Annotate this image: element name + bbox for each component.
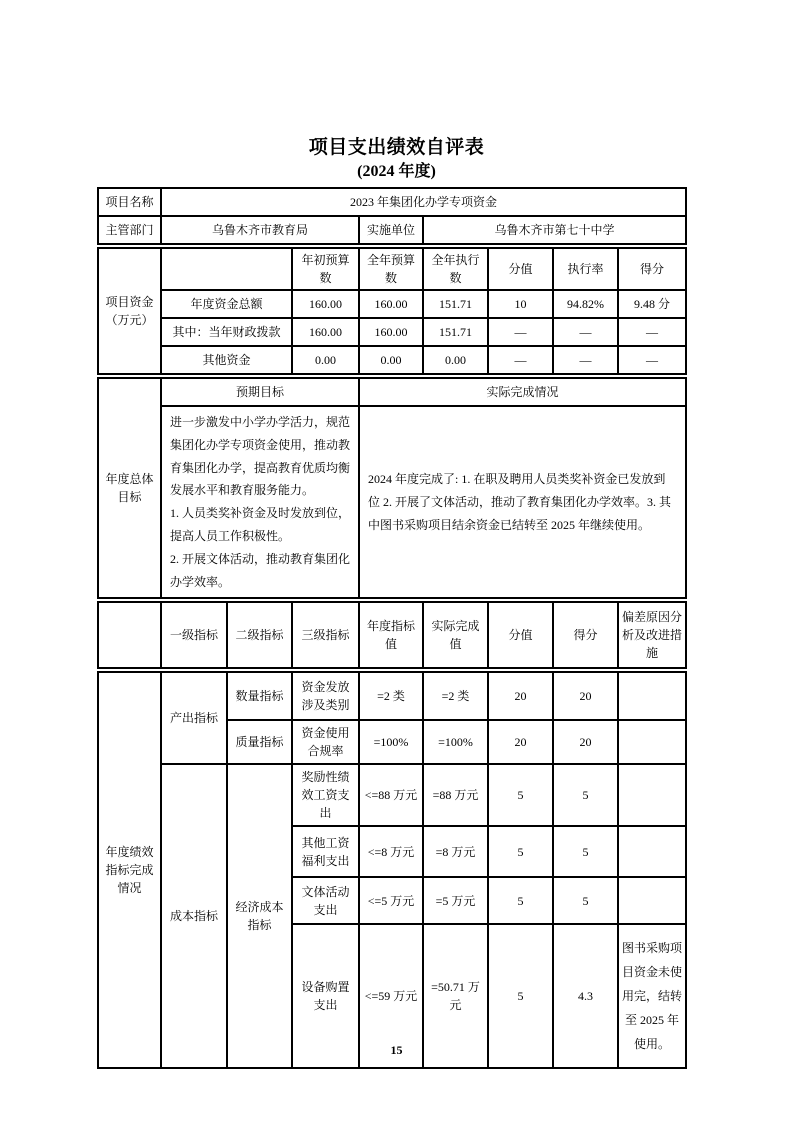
goal-expected-text	[161, 406, 359, 598]
level2-quality-cell: 质量指标	[227, 720, 292, 764]
goal-row-label: 年度总体目标	[98, 378, 161, 598]
indicator-row	[98, 672, 686, 720]
funds-row-label: 项目资金（万元）	[98, 248, 161, 374]
indicator-actual: =8 万元	[423, 826, 488, 877]
fund-executed: 151.71	[423, 318, 488, 346]
self-evaluation-table	[97, 187, 685, 1069]
remark-cell	[618, 672, 686, 720]
fund-row	[98, 346, 686, 374]
remark-cell	[618, 764, 686, 826]
indicator-section-label: 年度绩效指标完成情况	[98, 672, 161, 1068]
indicator-col-header: 实际完成值	[423, 602, 488, 668]
fund-rate: —	[553, 318, 618, 346]
indicator-col-header: 偏差原因分析及改进措施	[618, 602, 686, 668]
fund-score-value: —	[488, 346, 553, 374]
indicator-name: 资金发放涉及类别	[292, 672, 359, 720]
header-info-table	[97, 187, 687, 245]
indicator-score: 20	[553, 672, 618, 720]
dept-label: 主管部门	[98, 216, 161, 244]
indicator-col-header: 三级指标	[292, 602, 359, 668]
remark-cell: 图书采购项目资金未使用完，结转至 2025 年使用。	[618, 924, 686, 1068]
indicator-header-empty	[98, 602, 161, 668]
remark-cell	[618, 826, 686, 877]
department-row	[98, 216, 686, 244]
funds-col-header: 年初预算数	[292, 248, 359, 290]
indicator-name: 文体活动支出	[292, 877, 359, 924]
indicator-header-row	[98, 602, 686, 668]
goal-header-row	[98, 378, 686, 406]
funds-header-row	[98, 248, 686, 290]
indicator-score: 5	[553, 764, 618, 826]
fund-initial: 0.00	[292, 346, 359, 374]
goal-actual-header: 实际完成情况	[359, 378, 686, 406]
indicator-score-value: 20	[488, 672, 553, 720]
goal-expected-line: 1. 人员类奖补资金及时发放到位，提高人员工作积极性。	[170, 506, 351, 543]
fund-score-value: 10	[488, 290, 553, 318]
fund-annual: 0.00	[359, 346, 423, 374]
fund-name: 其他资金	[161, 346, 292, 374]
remark-cell	[618, 720, 686, 764]
indicator-target: <=8 万元	[359, 826, 423, 877]
level1-cost-cell: 成本指标	[161, 764, 227, 1068]
project-name-row	[98, 188, 686, 216]
project-name-label: 项目名称	[98, 188, 161, 216]
funds-col-header: 得分	[618, 248, 686, 290]
level2-economic-cell: 经济成本指标	[227, 764, 292, 1068]
indicator-actual: =100%	[423, 720, 488, 764]
fund-score-value: —	[488, 318, 553, 346]
funds-col-header: 全年执行数	[423, 248, 488, 290]
impl-value: 乌鲁木齐市第七十中学	[423, 216, 686, 244]
goal-expected-header: 预期目标	[161, 378, 359, 406]
indicator-target: <=88 万元	[359, 764, 423, 826]
goal-expected-line: 2. 开展文体活动，推动教育集团化办学效率。	[170, 551, 351, 589]
fund-score: —	[618, 318, 686, 346]
indicator-score: 5	[553, 877, 618, 924]
funds-empty-cell	[161, 248, 292, 290]
indicator-target: =100%	[359, 720, 423, 764]
indicator-col-header: 分值	[488, 602, 553, 668]
page-title: 项目支出绩效自评表	[308, 137, 485, 158]
fund-name: 年度资金总额	[161, 290, 292, 318]
indicator-col-header: 二级指标	[227, 602, 292, 668]
indicator-score-value: 5	[488, 764, 553, 826]
fund-initial: 160.00	[292, 290, 359, 318]
funds-col-header: 全年预算数	[359, 248, 423, 290]
indicator-score-value: 20	[488, 720, 553, 764]
indicator-col-header: 得分	[553, 602, 618, 668]
indicator-score-value: 5	[488, 877, 553, 924]
project-name-value: 2023 年集团化办学专项资金	[161, 188, 686, 216]
indicator-actual: =5 万元	[423, 877, 488, 924]
level1-output-cell: 产出指标	[161, 672, 227, 764]
indicator-actual: =50.71 万元	[423, 924, 488, 1068]
fund-annual: 160.00	[359, 318, 423, 346]
funds-col-header: 分值	[488, 248, 553, 290]
indicator-target: <=59 万元	[359, 924, 423, 1068]
page-subtitle: (2024 年度)	[357, 163, 436, 180]
indicator-row	[98, 764, 686, 826]
indicator-col-header: 年度指标值	[359, 602, 423, 668]
funds-col-header: 执行率	[553, 248, 618, 290]
fund-score: —	[618, 346, 686, 374]
indicator-col-header: 一级指标	[161, 602, 227, 668]
indicator-body-table	[97, 671, 687, 1069]
indicator-target: =2 类	[359, 672, 423, 720]
indicator-score: 4.3	[553, 924, 618, 1068]
fund-row	[98, 290, 686, 318]
fund-annual: 160.00	[359, 290, 423, 318]
fund-name: 其中：当年财政拨款	[161, 318, 292, 346]
fund-initial: 160.00	[292, 318, 359, 346]
indicator-actual: =88 万元	[423, 764, 488, 826]
indicator-name: 其他工资福利支出	[292, 826, 359, 877]
indicator-actual: =2 类	[423, 672, 488, 720]
remark-cell	[618, 877, 686, 924]
indicator-name: 设备购置支出	[292, 924, 359, 1068]
indicator-score-value: 5	[488, 924, 553, 1068]
dept-value: 乌鲁木齐市教育局	[161, 216, 359, 244]
indicator-name: 奖励性绩效工资支出	[292, 764, 359, 826]
indicator-score: 5	[553, 826, 618, 877]
fund-executed: 151.71	[423, 290, 488, 318]
fund-score: 9.48 分	[618, 290, 686, 318]
goal-actual-text: 2024 年度完成了: 1. 在职及聘用人员类奖补资金已发放到位 2. 开展了文体活动，推动了教育集团化办学效率。3. 其中图书采购项目结余资金已结转至 2025 年继续使用。	[359, 406, 686, 598]
impl-label: 实施单位	[359, 216, 423, 244]
level2-quantity-cell: 数量指标	[227, 672, 292, 720]
goal-expected-line: 进一步激发中小学办学活力，规范集团化办学专项资金使用，推动教育集团化办学，提高教育优质均衡发展水平和教育服务能力。	[170, 415, 351, 498]
fund-rate: 94.82%	[553, 290, 618, 318]
fund-row	[98, 318, 686, 346]
project-funds-table	[97, 247, 687, 375]
indicator-header-table	[97, 601, 687, 669]
fund-executed: 0.00	[423, 346, 488, 374]
fund-rate: —	[553, 346, 618, 374]
annual-goal-table	[97, 377, 687, 599]
indicator-score-value: 5	[488, 826, 553, 877]
page-number: 15	[390, 1043, 403, 1057]
indicator-score: 20	[553, 720, 618, 764]
indicator-target: <=5 万元	[359, 877, 423, 924]
goal-body-row	[98, 406, 686, 598]
indicator-name: 资金使用合规率	[292, 720, 359, 764]
